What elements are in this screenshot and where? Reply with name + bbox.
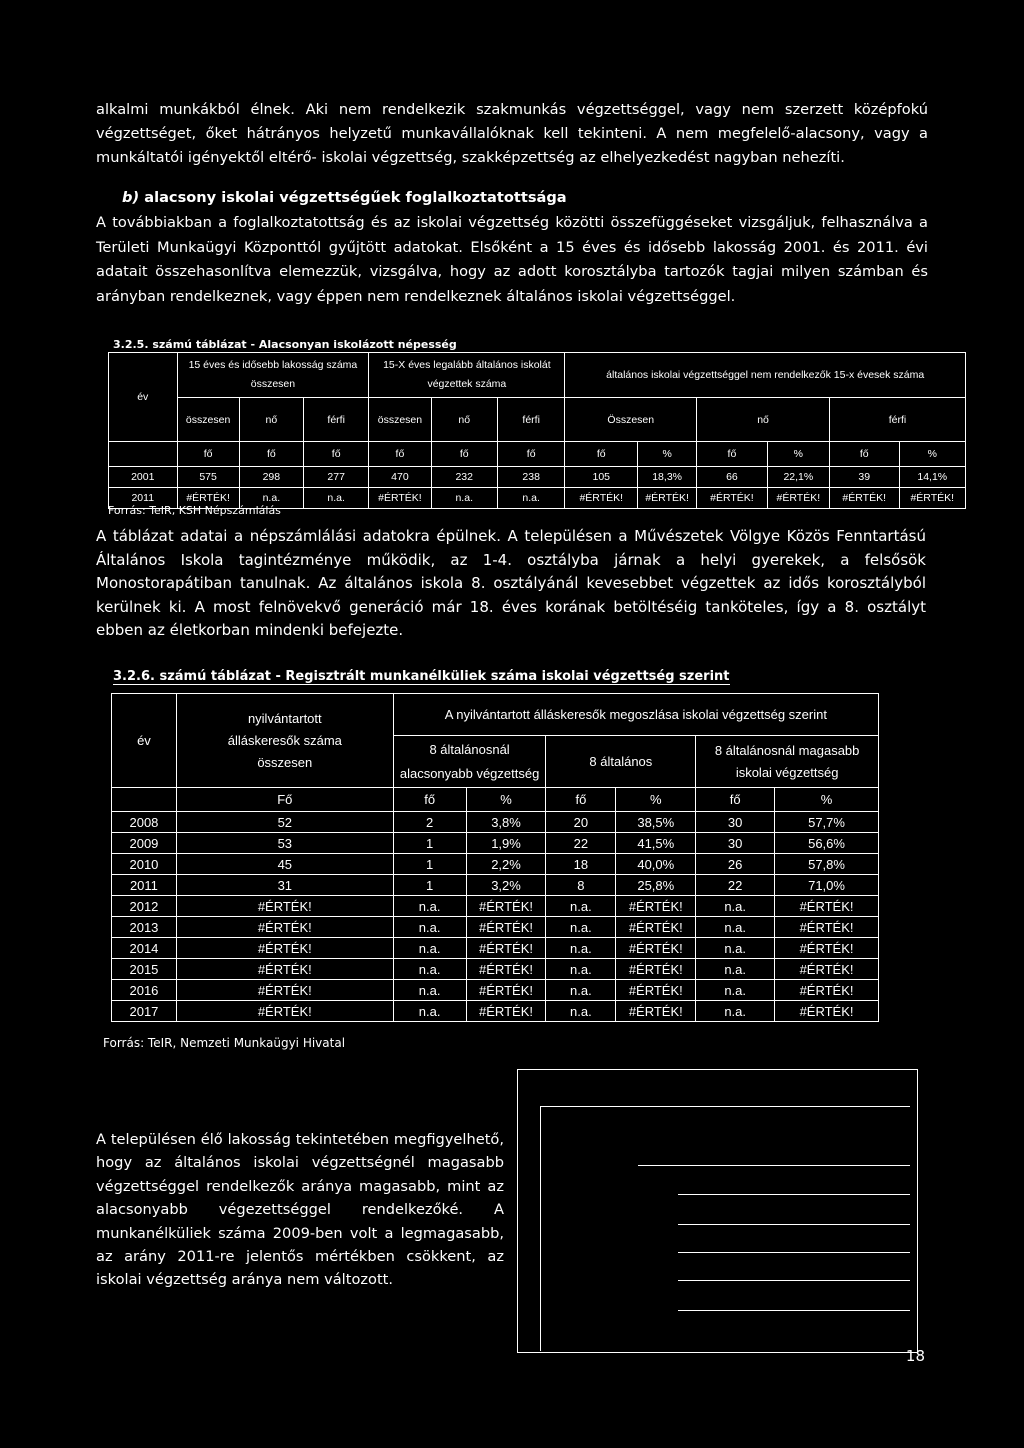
table-cell: 22 (546, 833, 616, 854)
table1-group2-header: 15-X éves legalább általános iskolát végzettek száma (369, 353, 565, 398)
table-cell: #ÉRTÉK! (369, 488, 431, 509)
table-cell: #ÉRTÉK! (829, 488, 899, 509)
table-cell: #ÉRTÉK! (775, 959, 879, 980)
table-cell: 30 (696, 812, 775, 833)
table-cell: n.a. (696, 980, 775, 1001)
empty-chart-frame (517, 1069, 918, 1353)
table-cell-year: 2009 (112, 833, 177, 854)
chart-gridline (678, 1224, 910, 1225)
table-cell: #ÉRTÉK! (466, 917, 546, 938)
table-cell: 238 (497, 467, 564, 488)
table-cell: 53 (176, 833, 393, 854)
table-cell: #ÉRTÉK! (176, 980, 393, 1001)
table-cell: 52 (176, 812, 393, 833)
table-row (112, 875, 879, 896)
unemployed-table (111, 693, 879, 1022)
table-cell: 470 (369, 467, 431, 488)
table-cell: #ÉRTÉK! (466, 896, 546, 917)
table-cell: n.a. (546, 896, 616, 917)
table-row (112, 854, 879, 875)
table1-unit: fő (177, 442, 239, 467)
table-cell: #ÉRTÉK! (466, 938, 546, 959)
table1-group1-header: 15 éves és idősebb lakosság száma összesen (177, 353, 369, 398)
table1-unit: fő (431, 442, 497, 467)
table2-distribution-header: A nyilvántartott álláskeresők megoszlása iskolai végzettség szerint (393, 694, 878, 736)
table-cell: 14,1% (899, 467, 966, 488)
table-cell-year: 2008 (112, 812, 177, 833)
table-cell: n.a. (393, 959, 466, 980)
table-cell: n.a. (393, 938, 466, 959)
table-cell: n.a. (696, 1001, 775, 1022)
table2-unit: Fő (176, 788, 393, 812)
table-cell: 22,1% (767, 467, 829, 488)
table-cell: 277 (304, 467, 369, 488)
table-cell-year: 2016 (112, 980, 177, 1001)
table2-col3-header: 8 általánosnál magasabb iskolai végzettség (696, 736, 879, 788)
table-cell: n.a. (546, 959, 616, 980)
table-cell: #ÉRTÉK! (775, 1001, 879, 1022)
table1-sub-header: nő (239, 398, 303, 442)
table-cell: #ÉRTÉK! (176, 959, 393, 980)
table-cell: #ÉRTÉK! (899, 488, 966, 509)
section-marker: b) (122, 189, 140, 206)
table1-sub-header: férfi (829, 398, 965, 442)
table-row (112, 1001, 879, 1022)
table-cell-year: 2011 (109, 488, 178, 509)
table-cell: 232 (431, 467, 497, 488)
table-cell: #ÉRTÉK! (775, 980, 879, 1001)
table-cell: 41,5% (616, 833, 696, 854)
table-cell: 22 (696, 875, 775, 896)
table-cell: n.a. (239, 488, 303, 509)
chart-axis-line (540, 1106, 541, 1351)
table-cell: 45 (176, 854, 393, 875)
table-cell: n.a. (546, 980, 616, 1001)
table-cell: 57,7% (775, 812, 879, 833)
table1-unit-empty (109, 442, 178, 467)
table2-col1-header: 8 általánosnál alacsonyabb végzettség (393, 736, 546, 788)
table-cell: n.a. (304, 488, 369, 509)
table-cell: #ÉRTÉK! (767, 488, 829, 509)
table-cell: #ÉRTÉK! (775, 917, 879, 938)
chart-gridline (678, 1252, 910, 1253)
table1-sub-header: összesen (177, 398, 239, 442)
table-cell: 2 (393, 812, 466, 833)
table-cell: 26 (696, 854, 775, 875)
chart-gridline (678, 1280, 910, 1281)
table-cell: 575 (177, 467, 239, 488)
table-cell: n.a. (393, 1001, 466, 1022)
table-cell-year: 2014 (112, 938, 177, 959)
intro-line-2: végzettséget, őket hátrányos helyzetű munkavállalóknak kell tekinteni. A nem megfelelő-alacsony, vagy a (96, 125, 928, 142)
table-cell: #ÉRTÉK! (176, 917, 393, 938)
table1-unit: fő (829, 442, 899, 467)
section-title: alacsony iskolai végzettségűek foglalkoztatottsága (144, 189, 567, 206)
table1-sub-header: nő (697, 398, 830, 442)
table-cell: 18,3% (638, 467, 697, 488)
table-cell: 18 (546, 854, 616, 875)
table-cell: n.a. (393, 896, 466, 917)
table1-unit: fő (497, 442, 564, 467)
table-cell: n.a. (497, 488, 564, 509)
table-cell: #ÉRTÉK! (616, 917, 696, 938)
table1-sub-header: férfi (304, 398, 369, 442)
paragraph-summary: A településen élő lakosság tekintetében megfigyelhető, hogy az általános iskolai végzettségnél magasabb végzettséggel rendelkezők aránya magasabb, mint az alacsonyabb végezettséggel rendelkezőké. A munkanélküliek száma 2009-ben volt a legmagasabb, az arány 2011-re jelentős mértékben csökkent, az iskolai végzettség aránya nem változott. (96, 1131, 504, 1289)
table-cell: 57,8% (775, 854, 879, 875)
table-row (109, 467, 966, 488)
table-row (112, 980, 879, 1001)
table-cell: 31 (176, 875, 393, 896)
table-cell: 105 (565, 467, 638, 488)
table2-unit: % (466, 788, 546, 812)
table-cell: 1,9% (466, 833, 546, 854)
table-cell: n.a. (696, 896, 775, 917)
table-cell: n.a. (696, 938, 775, 959)
table1-caption: 3.2.5. számú táblázat - Alacsonyan iskolázott népesség (113, 338, 457, 351)
chart-gridline (638, 1165, 910, 1166)
table-cell: n.a. (393, 917, 466, 938)
table1-sub-header: összesen (369, 398, 431, 442)
table-cell: 39 (829, 467, 899, 488)
table-cell: #ÉRTÉK! (616, 980, 696, 1001)
table2-unit-empty (112, 788, 177, 812)
table-cell: 3,2% (466, 875, 546, 896)
section-heading (122, 189, 567, 206)
table2-unit: % (775, 788, 879, 812)
intro-line-1: alkalmi munkákból élnek. Aki nem rendelkezik szakmunkás végzettséggel, vagy nem szerzett középfokú (96, 101, 928, 118)
table-cell: #ÉRTÉK! (616, 959, 696, 980)
table2-col2-header: 8 általános (546, 736, 696, 788)
table1-unit: fő (369, 442, 431, 467)
table-cell: #ÉRTÉK! (466, 980, 546, 1001)
table-cell: #ÉRTÉK! (775, 938, 879, 959)
chart-gridline (678, 1194, 910, 1195)
table2-source: Forrás: TeIR, Nemzeti Munkaügyi Hivatal (103, 1036, 346, 1050)
table-cell: 3,8% (466, 812, 546, 833)
table-cell: 1 (393, 833, 466, 854)
table-cell: 40,0% (616, 854, 696, 875)
table2-unit: % (616, 788, 696, 812)
table-row (112, 812, 879, 833)
table-cell-year: 2013 (112, 917, 177, 938)
table-cell: n.a. (431, 488, 497, 509)
table-cell: #ÉRTÉK! (616, 1001, 696, 1022)
table2-caption: 3.2.6. számú táblázat - Regisztrált munkanélküliek száma iskolai végzettség szerint (113, 669, 730, 684)
table-cell-year: 2015 (112, 959, 177, 980)
table2-unit: fő (546, 788, 616, 812)
table2-total-header: nyilvántartott álláskeresők száma összesen (176, 694, 393, 788)
intro-line-3: munkáltatói igényektől eltérő- iskolai végzettség, szakképzettség az elhelyezkedést nagyban nehezíti. (96, 149, 845, 166)
table-cell-year: 2017 (112, 1001, 177, 1022)
table-cell: 38,5% (616, 812, 696, 833)
table-cell: #ÉRTÉK! (616, 938, 696, 959)
chart-gridline (678, 1310, 910, 1311)
table-row (112, 959, 879, 980)
table-cell: n.a. (546, 938, 616, 959)
table1-unit: fő (697, 442, 768, 467)
table-cell: 25,8% (616, 875, 696, 896)
table1-unit: % (638, 442, 697, 467)
table-cell: 20 (546, 812, 616, 833)
table-cell: 30 (696, 833, 775, 854)
table-cell-year: 2012 (112, 896, 177, 917)
table1-sub-header: férfi (497, 398, 564, 442)
table1-year-header: év (109, 353, 178, 442)
table-row (112, 896, 879, 917)
table1-sub-header: nő (431, 398, 497, 442)
chart-gridline (540, 1106, 910, 1107)
table-cell-year: 2001 (109, 467, 178, 488)
table-cell: n.a. (393, 980, 466, 1001)
table-cell: 56,6% (775, 833, 879, 854)
page-number: 18 (905, 1347, 925, 1365)
paragraph-school: A táblázat adatai a népszámlálási adatokra épülnek. A településen a Művészetek Völgye Közös Fenntartású Általános Iskola tagintézménye működik, az 1-4. osztályba járnak a helyi gyerekek, a felsősök Monostorapátiban tanulnak. Az általános iskola 8. osztályánál kevesebbet végzettek az idős korosztályból kerülnek ki. A most felnövekvő generáció már 18. éves korának betöltéséig tanköteles, így a 8. osztályt ebben az életkorban mindenki befejezte. (96, 527, 926, 639)
table-row (112, 938, 879, 959)
table-cell: n.a. (546, 917, 616, 938)
table-cell: 8 (546, 875, 616, 896)
table-cell: n.a. (546, 1001, 616, 1022)
table-cell: #ÉRTÉK! (565, 488, 638, 509)
table1-source: Forrás: TeIR, KSH Népszámlálás (108, 504, 281, 517)
table-cell: 71,0% (775, 875, 879, 896)
table-cell: #ÉRTÉK! (176, 938, 393, 959)
table-cell-year: 2011 (112, 875, 177, 896)
table-cell: 66 (697, 467, 768, 488)
table1-unit: % (767, 442, 829, 467)
table-cell: #ÉRTÉK! (697, 488, 768, 509)
table-cell: #ÉRTÉK! (466, 959, 546, 980)
table2-unit: fő (393, 788, 466, 812)
table1-unit: fő (565, 442, 638, 467)
table-cell: #ÉRTÉK! (775, 896, 879, 917)
table1-unit: % (899, 442, 966, 467)
table-cell: 298 (239, 467, 303, 488)
table1-sub-header: Összesen (565, 398, 697, 442)
table-cell: #ÉRTÉK! (176, 1001, 393, 1022)
table1-unit: fő (239, 442, 303, 467)
table-cell: #ÉRTÉK! (176, 896, 393, 917)
section-body: A továbbiakban a foglalkoztatottság és az iskolai végzettség közötti összefüggéseket vizsgáljuk, felhasználva a Területi Munkaügyi Központtól gyűjtött adatokat. Elsőként a 15 éves és idősebb lakosság 2001. és 2011. évi adatait összehasonlítva elemezzük, vizsgálva, hogy az adott korosztályba tartozók tagjai milyen számban és arányban rendelkeznek, vagy éppen nem rendelkeznek általános iskolai végzettséggel. (96, 214, 928, 305)
population-education-table (108, 352, 966, 509)
table-cell: #ÉRTÉK! (177, 488, 239, 509)
table-cell: #ÉRTÉK! (466, 1001, 546, 1022)
table2-year-header: év (112, 694, 177, 788)
table-cell: n.a. (696, 959, 775, 980)
table1-group3-header: általános iskolai végzettséggel nem rendelkezők 15-x évesek száma (565, 353, 966, 398)
table-cell: 1 (393, 854, 466, 875)
table-cell: #ÉRTÉK! (638, 488, 697, 509)
table-row (112, 833, 879, 854)
table-cell: #ÉRTÉK! (616, 896, 696, 917)
table-cell: 1 (393, 875, 466, 896)
table1-unit: fő (304, 442, 369, 467)
table-row (112, 917, 879, 938)
table-cell-year: 2010 (112, 854, 177, 875)
table-cell: 2,2% (466, 854, 546, 875)
table2-unit: fő (696, 788, 775, 812)
table-cell: n.a. (696, 917, 775, 938)
